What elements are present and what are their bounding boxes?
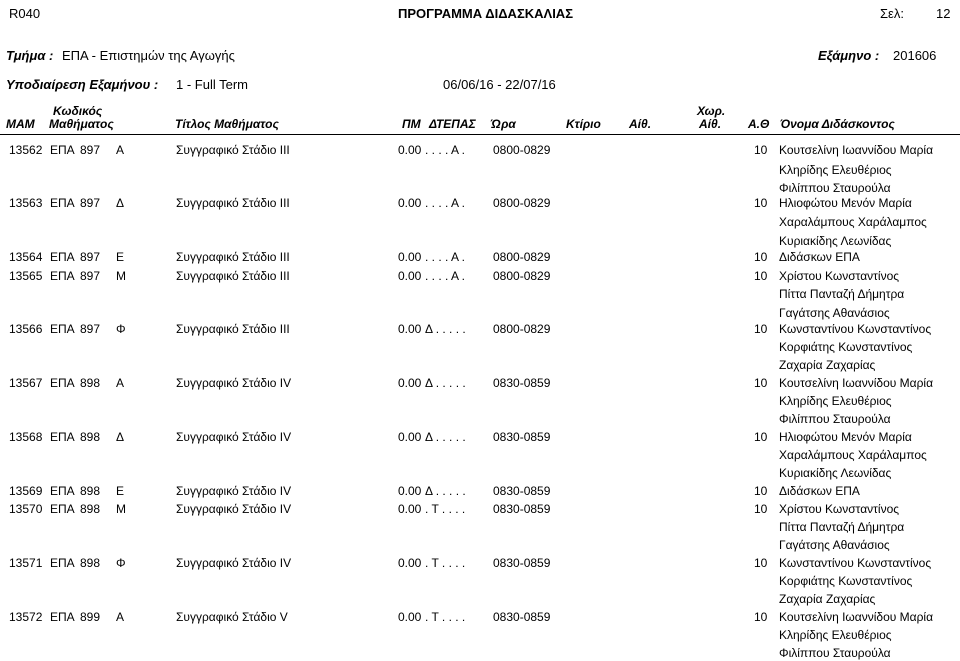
cell-days: Δ . . . . . — [425, 430, 466, 444]
cell-days: . Τ . . . . — [425, 556, 466, 570]
cell-time: 0800-0829 — [493, 196, 551, 210]
cell-days: Δ . . . . . — [425, 376, 466, 390]
cell-instructor: Γαγάτσης Αθανάσιος — [779, 306, 890, 320]
cell-course-title: Συγγραφικό Στάδιο ΙΙΙ — [176, 269, 290, 283]
subdivision-value: 1 - Full Term — [176, 77, 248, 92]
cell-dept: ΕΠΑ — [50, 430, 75, 444]
cell-pm: 0.00 — [398, 502, 422, 516]
cell-course-number: 897 — [80, 322, 101, 336]
cell-course-title: Συγγραφικό Στάδιο ΙΙΙ — [176, 322, 290, 336]
cell-pm: 0.00 — [398, 610, 422, 624]
cell-dept: ΕΠΑ — [50, 143, 75, 157]
cell-mam: 13566 — [9, 322, 43, 336]
cell-mam: 13571 — [9, 556, 43, 570]
cell-pm: 0.00 — [398, 556, 422, 570]
cell-instructor: Κουτσελίνη Ιωαννίδου Μαρία — [779, 610, 934, 624]
cell-instructor: Κουτσελίνη Ιωαννίδου Μαρία — [779, 143, 934, 157]
cell-instructor: Πίττα Πανταζή Δήμητρα — [779, 287, 905, 301]
header-divider — [0, 134, 960, 135]
cell-pm: 0.00 — [398, 430, 422, 444]
cell-time: 0830-0859 — [493, 376, 551, 390]
cell-course-title: Συγγραφικό Στάδιο ΙΙΙ — [176, 196, 290, 210]
cell-days: Δ . . . . . — [425, 322, 466, 336]
cell-instructor: Κορφιάτης Κωνσταντίνος — [779, 574, 913, 588]
cell-course-number: 897 — [80, 143, 101, 157]
cell-time: 0800-0829 — [493, 269, 551, 283]
cell-time: 0800-0829 — [493, 322, 551, 336]
cell-section: Δ — [116, 196, 125, 210]
page-number: 12 — [936, 6, 951, 21]
col-days: ΔΤΕΠΑΣ — [429, 117, 476, 131]
cell-time: 0830-0859 — [493, 610, 551, 624]
cell-dept: ΕΠΑ — [50, 322, 75, 336]
cell-dept: ΕΠΑ — [50, 484, 75, 498]
cell-days: . Τ . . . . — [425, 610, 466, 624]
cell-capacity: 10 — [754, 376, 768, 390]
cell-course-number: 897 — [80, 269, 101, 283]
cell-days: Δ . . . . . — [425, 484, 466, 498]
cell-section: Μ — [116, 502, 126, 516]
cell-capacity: 10 — [754, 484, 768, 498]
cell-dept: ΕΠΑ — [50, 556, 75, 570]
cell-instructor: Πίττα Πανταζή Δήμητρα — [779, 520, 905, 534]
report-title: ΠΡΟΓΡΑΜΜΑ ΔΙΔΑΣΚΑΛΙΑΣ — [398, 6, 573, 21]
cell-instructor: Κυριακίδης Λεωνίδας — [779, 466, 892, 480]
col-mam: ΜΑΜ — [6, 117, 35, 131]
cell-capacity: 10 — [754, 250, 768, 264]
cell-instructor: Χρίστου Κωνσταντίνος — [779, 502, 900, 516]
cell-pm: 0.00 — [398, 376, 422, 390]
cell-pm: 0.00 — [398, 143, 422, 157]
col-course-title: Τίτλος Μαθήματος — [175, 117, 279, 131]
semester-value: 201606 — [893, 48, 937, 63]
cell-pm: 0.00 — [398, 322, 422, 336]
cell-capacity: 10 — [754, 556, 768, 570]
cell-course-number: 898 — [80, 556, 101, 570]
cell-capacity: 10 — [754, 143, 768, 157]
cell-instructor: Διδάσκων ΕΠΑ — [779, 250, 860, 264]
cell-instructor: Κληρίδης Ελευθέριος — [779, 163, 892, 177]
cell-time: 0830-0859 — [493, 430, 551, 444]
cell-days: . . . . Α . — [425, 196, 466, 210]
cell-course-title: Συγγραφικό Στάδιο ΙV — [176, 556, 292, 570]
cell-capacity: 10 — [754, 322, 768, 336]
cell-instructor: Φιλίππου Σταυρούλα — [779, 181, 891, 195]
cell-course-title: Συγγραφικό Στάδιο ΙΙΙ — [176, 250, 290, 264]
cell-capacity: 10 — [754, 610, 768, 624]
cell-days: . . . . Α . — [425, 269, 466, 283]
cell-instructor: Χαραλάμπους Χαράλαμπος — [779, 448, 927, 462]
cell-mam: 13565 — [9, 269, 43, 283]
col-pm: ΠΜ — [402, 117, 421, 131]
cell-instructor: Διδάσκων ΕΠΑ — [779, 484, 860, 498]
cell-course-title: Συγγραφικό Στάδιο V — [176, 610, 288, 624]
cell-time: 0800-0829 — [493, 143, 551, 157]
cell-section: Φ — [116, 556, 126, 570]
department-value: ΕΠΑ - Επιστημών της Αγωγής — [62, 48, 235, 63]
cell-mam: 13568 — [9, 430, 43, 444]
cell-instructor: Κορφιάτης Κωνσταντίνος — [779, 340, 913, 354]
cell-course-title: Συγγραφικό Στάδιο ΙV — [176, 484, 292, 498]
col-code-bottom: Μαθήματος — [49, 117, 114, 131]
cell-pm: 0.00 — [398, 196, 422, 210]
cell-days: . . . . Α . — [425, 143, 466, 157]
cell-instructor: Χαραλάμπους Χαράλαμπος — [779, 215, 927, 229]
cell-time: 0830-0859 — [493, 556, 551, 570]
cell-instructor: Κωνσταντίνου Κωνσταντίνος — [779, 556, 932, 570]
col-capacity-top: Χωρ. — [697, 104, 726, 118]
page-label: Σελ: — [880, 6, 904, 21]
cell-pm: 0.00 — [398, 484, 422, 498]
col-at: Α.Θ — [748, 117, 770, 131]
department-label: Τμήμα : — [6, 48, 54, 63]
cell-pm: 0.00 — [398, 269, 422, 283]
cell-time: 0830-0859 — [493, 484, 551, 498]
cell-instructor: Κουτσελίνη Ιωαννίδου Μαρία — [779, 376, 934, 390]
cell-section: Δ — [116, 430, 125, 444]
cell-instructor: Κληρίδης Ελευθέριος — [779, 394, 892, 408]
cell-dept: ΕΠΑ — [50, 610, 75, 624]
cell-course-title: Συγγραφικό Στάδιο ΙV — [176, 502, 292, 516]
col-instructor: Όνομα Διδάσκοντος — [780, 117, 895, 131]
cell-course-title: Συγγραφικό Στάδιο ΙΙΙ — [176, 143, 290, 157]
cell-section: Ε — [116, 484, 125, 498]
cell-instructor: Ηλιοφώτου Μενόν Μαρία — [779, 430, 912, 444]
cell-capacity: 10 — [754, 502, 768, 516]
cell-course-number: 898 — [80, 502, 101, 516]
report-code: R040 — [9, 6, 41, 21]
cell-mam: 13562 — [9, 143, 43, 157]
cell-instructor: Κληρίδης Ελευθέριος — [779, 628, 892, 642]
col-room: Αίθ. — [629, 117, 652, 131]
col-code-top: Κωδικός — [53, 104, 103, 118]
cell-section: Φ — [116, 322, 126, 336]
cell-instructor: Χρίστου Κωνσταντίνος — [779, 269, 900, 283]
cell-capacity: 10 — [754, 269, 768, 283]
cell-course-number: 898 — [80, 484, 101, 498]
cell-instructor: Ηλιοφώτου Μενόν Μαρία — [779, 196, 912, 210]
cell-mam: 13567 — [9, 376, 43, 390]
cell-dept: ΕΠΑ — [50, 196, 75, 210]
cell-mam: 13564 — [9, 250, 43, 264]
cell-course-number: 898 — [80, 376, 101, 390]
cell-section: Α — [116, 610, 125, 624]
col-time: Ώρα — [491, 117, 516, 131]
cell-instructor: Ζαχαρία Ζαχαρίας — [779, 592, 876, 606]
cell-section: Ε — [116, 250, 125, 264]
cell-course-number: 897 — [80, 196, 101, 210]
cell-time: 0830-0859 — [493, 502, 551, 516]
cell-dept: ΕΠΑ — [50, 250, 75, 264]
col-capacity-bottom: Αίθ. — [699, 117, 722, 131]
cell-mam: 13563 — [9, 196, 43, 210]
cell-instructor: Φιλίππου Σταυρούλα — [779, 646, 891, 660]
cell-course-number: 897 — [80, 250, 101, 264]
cell-capacity: 10 — [754, 196, 768, 210]
cell-capacity: 10 — [754, 430, 768, 444]
cell-section: Α — [116, 376, 125, 390]
cell-course-number: 899 — [80, 610, 101, 624]
cell-dept: ΕΠΑ — [50, 502, 75, 516]
semester-label: Εξάμηνο : — [818, 48, 880, 63]
cell-course-title: Συγγραφικό Στάδιο ΙV — [176, 376, 292, 390]
cell-pm: 0.00 — [398, 250, 422, 264]
cell-section: Μ — [116, 269, 126, 283]
cell-mam: 13570 — [9, 502, 43, 516]
cell-days: . . . . Α . — [425, 250, 466, 264]
cell-instructor: Φιλίππου Σταυρούλα — [779, 412, 891, 426]
cell-days: . Τ . . . . — [425, 502, 466, 516]
cell-dept: ΕΠΑ — [50, 376, 75, 390]
subdivision-label: Υποδιαίρεση Εξαμήνου : — [6, 77, 159, 92]
cell-section: Α — [116, 143, 125, 157]
cell-course-number: 898 — [80, 430, 101, 444]
cell-instructor: Γαγάτσης Αθανάσιος — [779, 538, 890, 552]
cell-instructor: Ζαχαρία Ζαχαρίας — [779, 358, 876, 372]
cell-instructor: Κωνσταντίνου Κωνσταντίνος — [779, 322, 932, 336]
date-range: 06/06/16 - 22/07/16 — [443, 77, 556, 92]
col-building: Κτίριο — [566, 117, 601, 131]
cell-mam: 13569 — [9, 484, 43, 498]
cell-course-title: Συγγραφικό Στάδιο ΙV — [176, 430, 292, 444]
cell-instructor: Κυριακίδης Λεωνίδας — [779, 234, 892, 248]
cell-dept: ΕΠΑ — [50, 269, 75, 283]
cell-mam: 13572 — [9, 610, 43, 624]
cell-time: 0800-0829 — [493, 250, 551, 264]
